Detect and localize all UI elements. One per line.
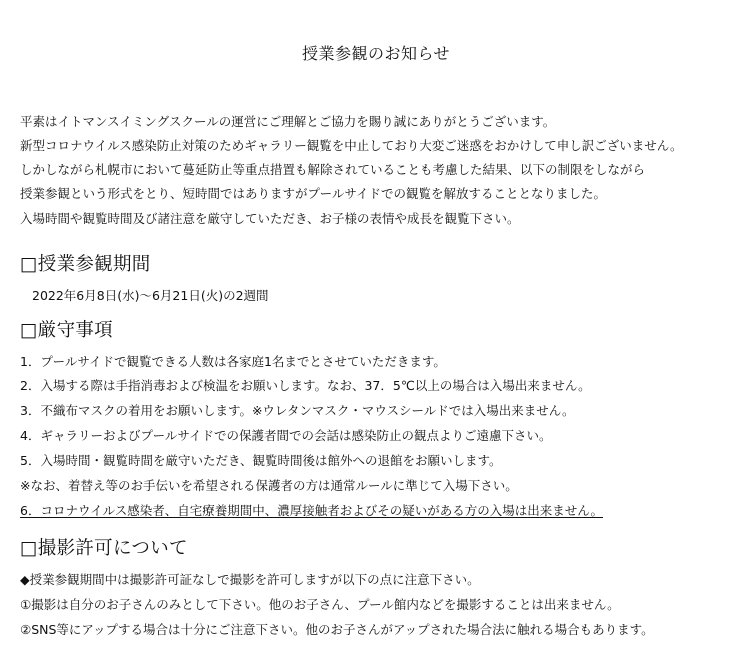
intro-line-3: しかしながら札幌市において蔓延防止等重点措置も解除されていることも考慮した結果、以下の制限をしながら xyxy=(20,162,646,177)
photo-item-1: ◆授業参観期間中は撮影許可証なしで撮影を許可しますが以下の点に注意下さい。 xyxy=(20,572,480,587)
period-text: 2022年6月8日(水)～6月21日(火)の2週間 xyxy=(32,288,269,303)
photo-item-2: ①撮影は自分のお子さんのみとして下さい。他のお子さん、プール館内などを撮影することは出来ません。 xyxy=(20,597,620,612)
rule-item-4: 4．ギャラリーおよびプールサイドでの保護者間での会話は感染防止の観点よりご遠慮下さい。 xyxy=(20,428,552,443)
rule-item-6: 6．コロナウイルス感染者、自宅療養期間中、濃厚接触者およびその疑いがある方の入場は出来ません。 xyxy=(20,503,603,518)
intro-line-1: 平素はイトマンスイミングスクールの運営にご理解とご協力を賜り誠にありがとうございます。 xyxy=(20,114,556,129)
photo-item-3: ②SNS等にアップする場合は十分にご注意下さい。他のお子さんがアップされた場合法に触れる場合もあります。 xyxy=(20,622,654,637)
rule-item-3: 3．不織布マスクの着用をお願いします。※ウレタンマスク・マウスシールドでは入場出来ません。 xyxy=(20,403,575,418)
rule-item-1: 1．プールサイドで観覧できる人数は各家庭1名までとさせていただきます。 xyxy=(20,354,446,369)
photo-heading: □撮影許可について xyxy=(20,538,188,559)
period-heading: □授業参観期間 xyxy=(20,254,151,275)
intro-line-2: 新型コロナウイルス感染防止対策のためギャラリー観覧を中止しており大変ご迷惑をおかけして申し訳ございません。 xyxy=(20,138,683,153)
rule-note: ※なお、着替え等のお手伝いを希望される保護者の方は通常ルールに準じて入場下さい。 xyxy=(20,478,518,493)
rules-heading: □厳守事項 xyxy=(20,320,113,341)
intro-line-5: 入場時間や観覧時間及び諸注意を厳守していただき、お子様の表情や成長を観覧下さい。 xyxy=(20,211,520,226)
page-title: 授業参観のお知らせ xyxy=(301,44,451,63)
rule-item-5: 5．入場時間・観覧時間を厳守いただき、観覧時間後は館外への退館をお願いします。 xyxy=(20,453,502,468)
rule-item-2: 2．入場する際は手指消毒および検温をお願いします。なお、37．5℃以上の場合は入場出来ません。 xyxy=(20,378,591,393)
intro-line-4: 授業参観という形式をとり、短時間ではありますがプールサイドでの観覧を解放することとなりました。 xyxy=(20,186,607,201)
